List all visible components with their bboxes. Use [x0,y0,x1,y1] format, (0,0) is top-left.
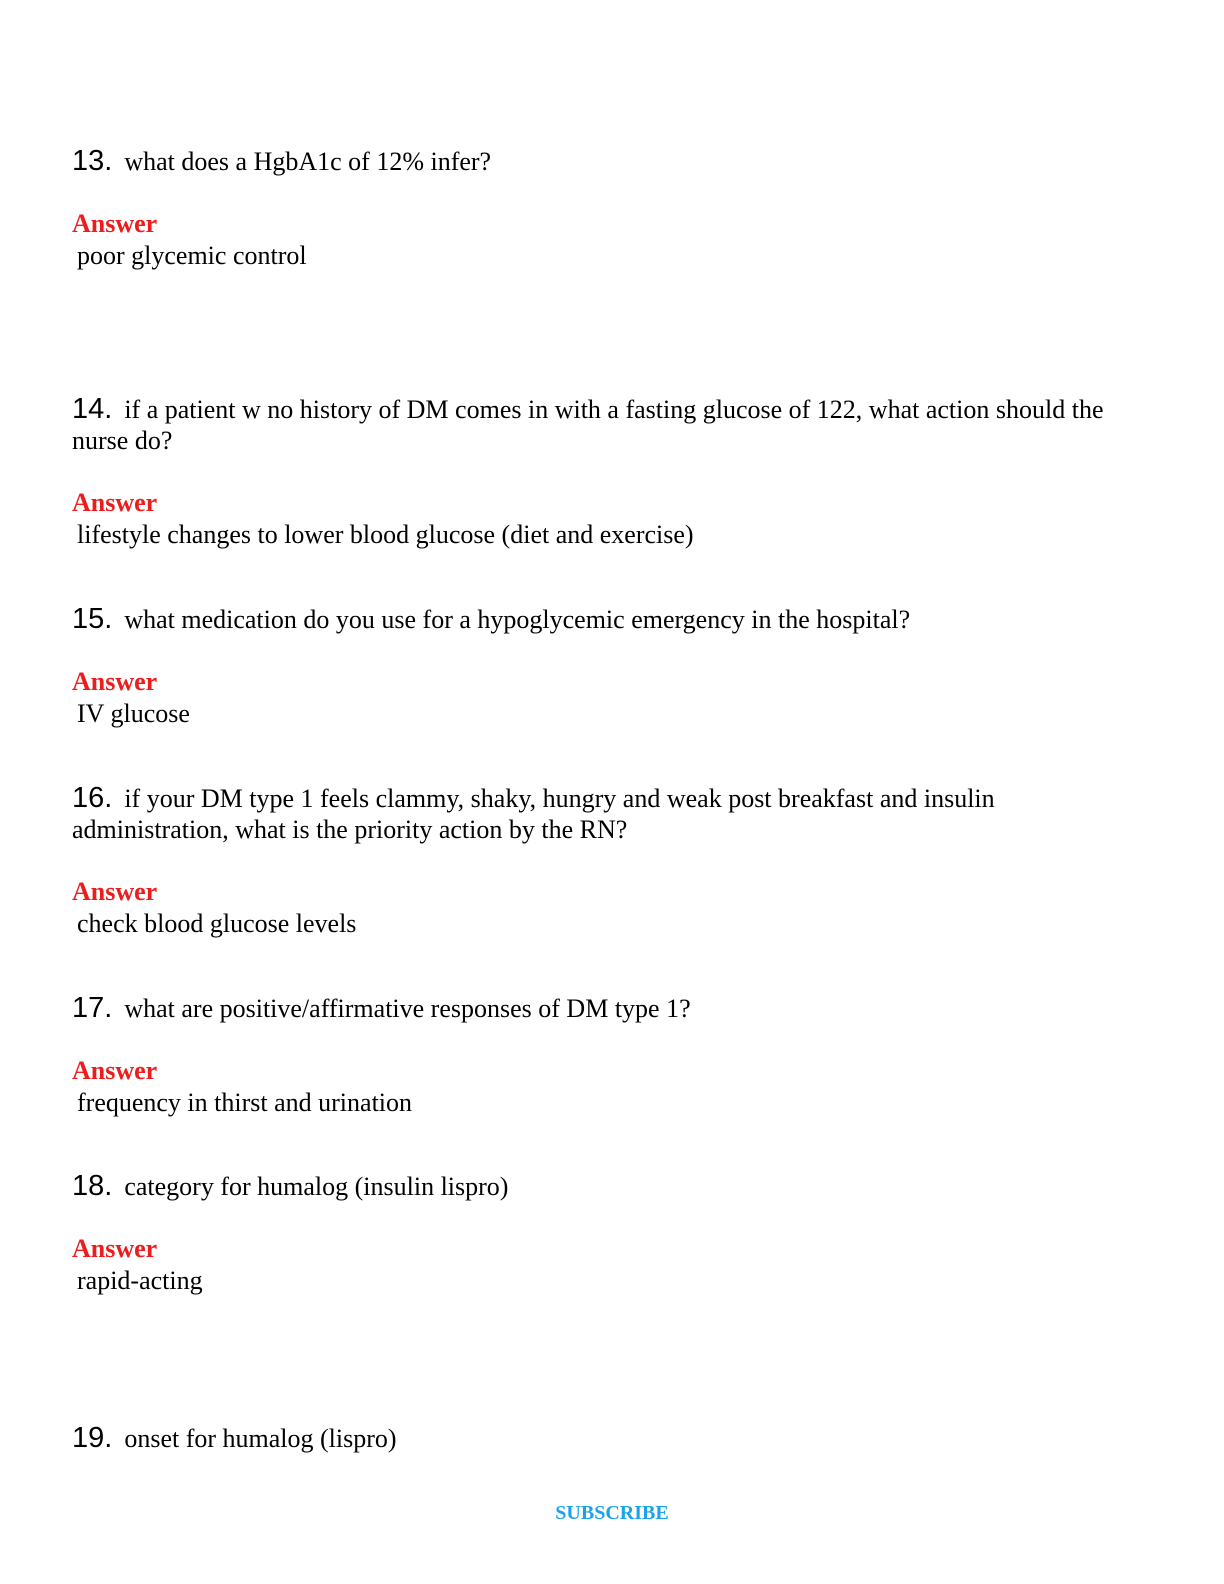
answer-label: Answer [72,1056,158,1085]
question-number: 15. [72,603,113,635]
answer-text: IV glucose [77,699,190,728]
question-text: if your DM type 1 feels clammy, shaky, hungry and weak post breakfast and insulin administration, what is the priority action by the RN? [72,784,995,844]
qa-item-14 [72,394,1122,550]
question-number: 14. [72,393,113,425]
question-text: category for humalog (insulin lispro) [124,1172,509,1201]
answer-label: Answer [72,667,158,696]
question-number: 16. [72,782,113,814]
question-number: 18. [72,1170,113,1202]
answer-text: poor glycemic control [77,241,307,270]
question [72,993,1122,1024]
answer-label: Answer [72,1234,158,1263]
question-text: if a patient w no history of DM comes in with a fasting glucose of 122, what action should the nurse do? [72,395,1104,455]
answer-label: Answer [72,877,158,906]
question-text: onset for humalog (lispro) [124,1424,397,1453]
answer-label: Answer [72,209,158,238]
answer-text: lifestyle changes to lower blood glucose (diet and exercise) [77,520,694,549]
answer-text: check blood glucose levels [77,909,357,938]
answer-text: frequency in thirst and urination [77,1088,413,1117]
question [72,1423,1122,1454]
question-number: 17. [72,992,113,1024]
question [72,604,1122,635]
qa-item-17 [72,993,1122,1118]
question [72,394,1122,456]
subscribe-link[interactable]: SUBSCRIBE [555,1502,669,1524]
question [72,146,1122,177]
qa-item-18 [72,1171,1122,1296]
qa-item-13 [72,146,1122,271]
qa-item-16 [72,783,1122,939]
question [72,1171,1122,1202]
question-number: 19. [72,1422,113,1454]
question-number: 13. [72,145,113,177]
question-text: what does a HgbA1c of 12% infer? [124,147,492,176]
answer-text: rapid-acting [77,1266,203,1295]
question [72,783,1122,845]
question-text: what medication do you use for a hypoglycemic emergency in the hospital? [124,605,911,634]
qa-item-15 [72,604,1122,729]
question-text: what are positive/affirmative responses of DM type 1? [124,994,691,1023]
qa-item-19 [72,1423,1122,1454]
answer-label: Answer [72,488,158,517]
